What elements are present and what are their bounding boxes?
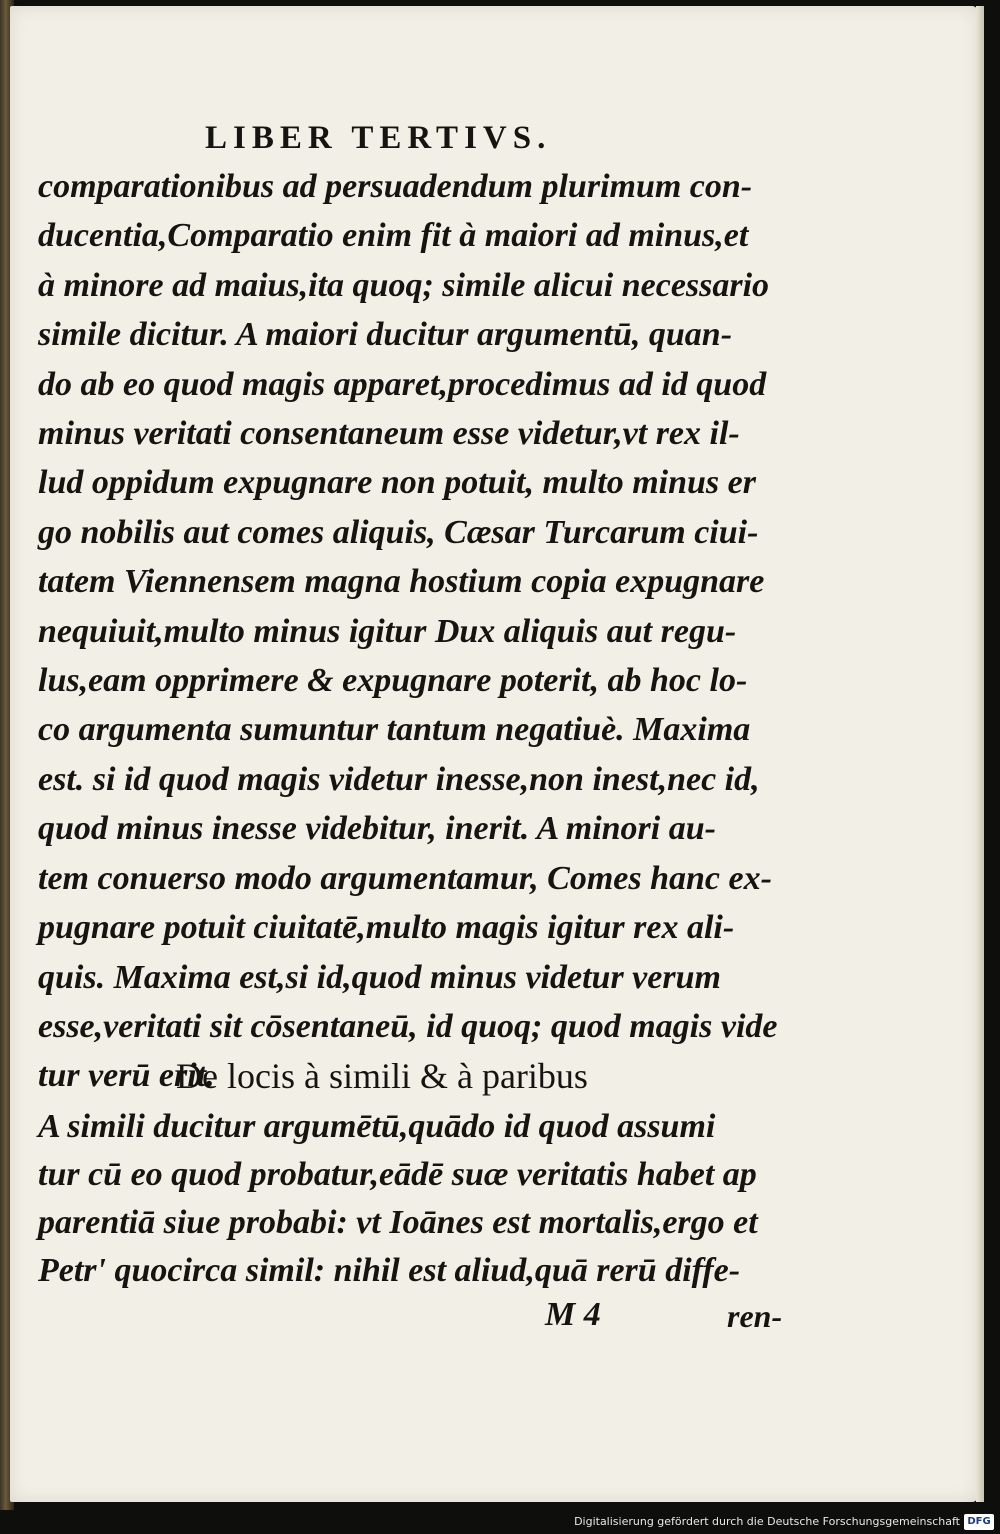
- body-line: à minore ad maius,ita quoq; simile alicui necessario: [38, 266, 770, 304]
- body2-line: parentiā siue probabi: vt Ioānes est mortalis,ergo et: [38, 1204, 758, 1241]
- signature-mark: M 4: [545, 1296, 601, 1333]
- body2-line: tur cū eo quod probatur,eādē suæ veritatis habet ap: [38, 1156, 757, 1193]
- page-edge: [976, 6, 984, 1502]
- dfg-logo: DFG: [964, 1514, 994, 1530]
- body-line: tem conuerso modo argumentamur, Comes hanc ex-: [38, 859, 772, 897]
- body-line: quod minus inesse videbitur, inerit. A minori au-: [38, 810, 716, 848]
- running-head: LIBER TERTIVS.: [205, 120, 552, 156]
- body-line: comparationibus ad persuadendum plurimum con-: [38, 168, 753, 205]
- body-line: co argumenta sumuntur tantum negatiuè. Maxima: [38, 711, 751, 749]
- body-line: nequiuit,multo minus igitur Dux aliquis aut regu-: [38, 612, 737, 650]
- body-line: quis. Maxima est,si id,quod minus videtur verum: [38, 958, 721, 996]
- body-line: tur verū erit.: [38, 1057, 215, 1095]
- catchword: ren-: [727, 1298, 783, 1334]
- body-line: go nobilis aut comes aliquis, Cæsar Turcarum ciui-: [38, 513, 759, 551]
- body-text: [38, 162, 798, 1101]
- body-text-continued: [38, 1103, 798, 1295]
- body-line: pugnare potuit ciuitatē,multo magis igitur rex ali-: [38, 909, 735, 947]
- body-line: simile dicitur. A maiori ducitur argumentū, quan-: [38, 316, 733, 354]
- body-line: ducentia,Comparatio enim fit à maiori ad minus,et: [38, 217, 749, 255]
- footer-credit: Digitalisierung gefördert durch die Deutsche Forschungsgemeinschaft: [574, 1515, 960, 1528]
- body-line: esse,veritati sit cōsentaneū, id quoq; quod magis vide: [38, 1007, 778, 1045]
- body-line: do ab eo quod magis apparet,procedimus ad id quod: [38, 365, 767, 403]
- body2-line: Petr' quocirca simil: nihil est aliud,quā rerū diffe-: [38, 1252, 741, 1289]
- body-line: lus,eam opprimere & expugnare poterit, ab hoc lo-: [38, 662, 748, 700]
- body-line: lud oppidum expugnare non potuit, multo minus er: [38, 464, 756, 502]
- body2-line: A simili ducitur argumētū,quādo id quod assumi: [38, 1108, 716, 1145]
- body-line: est. si id quod magis videtur inesse,non inest,nec id,: [38, 760, 760, 798]
- body-line: tatem Viennensem magna hostium copia expugnare: [38, 563, 765, 601]
- body-line: minus veritati consentaneum esse videtur,vt rex il-: [38, 415, 740, 453]
- section-heading: De locis à simili & à paribus: [176, 1056, 588, 1096]
